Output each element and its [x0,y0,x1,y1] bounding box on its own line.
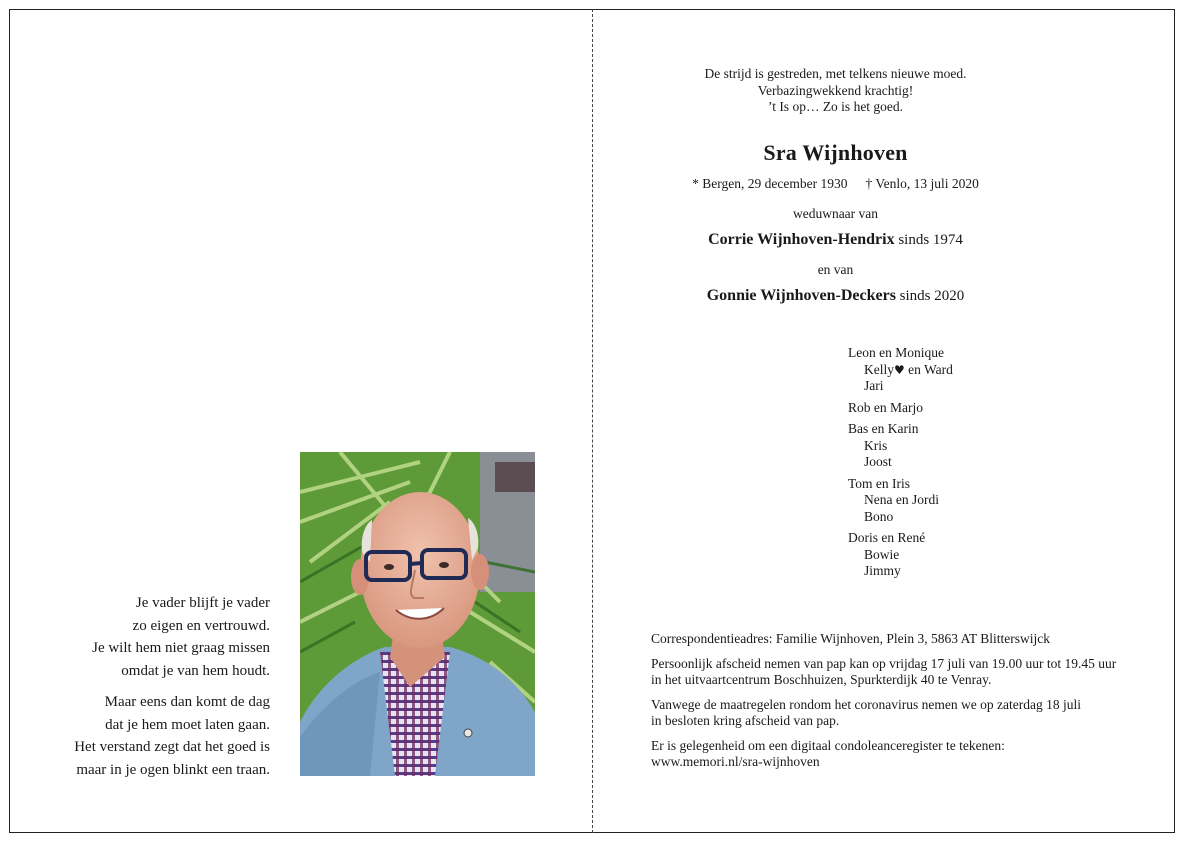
spouse-2-name: Gonnie Wijnhoven-Deckers [706,287,896,304]
family-child: Kris [864,437,888,453]
poem-line: Je vader blijft je vader [135,595,270,611]
deceased-name: Sra Wijnhoven [763,140,908,165]
measures-info [651,697,1151,730]
correspondence-address [651,631,1151,648]
family-child: Joost [864,454,892,469]
family-group [848,421,953,471]
farewell-info [651,656,1151,689]
poem [74,592,270,790]
family-child: Bono [864,508,894,524]
family-parent: Tom en Iris [848,475,911,491]
family-child: Nena en Jordi [864,492,939,507]
poem-stanza-2 [74,691,270,781]
death-date: † Venlo, 13 juli 2020 [865,176,979,191]
measures-line: in besloten kring afscheid van pap. [651,713,840,728]
family-group [848,400,953,417]
register-url: www.memori.nl/sra-wijnhoven [651,754,820,769]
family-group [848,476,953,526]
poem-line: omdat je van hem houdt. [121,662,270,679]
motto-line: Verbazingwekkend krachtig! [757,82,914,98]
poem-line: Je wilt hem niet graag missen [92,640,270,656]
motto-line: De strijd is gestreden, met telkens nieuwe moed. [704,66,967,81]
family-child-partner: en Ward [904,361,953,377]
register-line: Er is gelegenheid om een digitaal condoleanceregister te tekenen: [651,737,1005,753]
fold-line [592,9,593,833]
poem-line: dat je hem moet laten gaan. [105,716,270,733]
motto-line: ’t Is op… Zo is het goed. [767,99,904,114]
spouse-2 [594,287,1077,305]
family-group [848,345,953,395]
spouse-2-since: sinds 2020 [899,288,965,304]
portrait-photo [300,452,535,776]
family-child: Jari [864,378,884,393]
poem-stanza-1 [74,592,270,682]
farewell-line: in het uitvaartcentrum Boschhuizen, Spurkterdijk 40 te Venray. [651,672,992,687]
family-parent: Rob en Marjo [848,399,923,415]
info-section [651,631,1151,779]
and-of-text: en van [817,262,854,277]
poem-line: Het verstand zegt dat het goed is [74,739,270,755]
spouse-1 [594,231,1077,249]
family-parent: Doris en René [848,530,926,545]
spouse-1-since: sinds 1974 [898,232,963,248]
heart-icon: ♥ [894,362,905,377]
family-child: Jimmy [864,563,901,578]
family-parent: Bas en Karin [848,421,919,436]
family-group [848,530,953,580]
measures-line: Vanwege de maatregelen rondom het coronavirus nemen we op zaterdag 18 juli [651,696,1081,712]
family-child: Bowie [864,546,900,562]
address-line: Correspondentieadres: Familie Wijnhoven, Plein 3, 5863 AT Blitterswijck [651,631,1051,646]
spouse-1-name: Corrie Wijnhoven-Hendrix [708,231,895,248]
motto [594,66,1077,116]
family-list [848,345,953,585]
family-parent: Leon en Monique [848,345,944,360]
widower-of-text: weduwnaar van [792,206,879,221]
poem-line: maar in je ogen blinkt een traan. [76,761,270,778]
poem-line: zo eigen en vertrouwd. [132,617,270,634]
register-info [651,738,1151,771]
family-child-name: Kelly [864,361,894,377]
family-child [848,362,953,379]
portrait-photo-icon [300,452,535,776]
farewell-line: Persoonlijk afscheid nemen van pap kan op vrijdag 17 juli van 19.00 uur tot 19.45 uur [651,655,1117,671]
poem-line: Maar eens dan komt de dag [104,694,270,710]
life-dates [594,176,1077,192]
birth-date: * Bergen, 29 december 1930 [692,176,848,191]
